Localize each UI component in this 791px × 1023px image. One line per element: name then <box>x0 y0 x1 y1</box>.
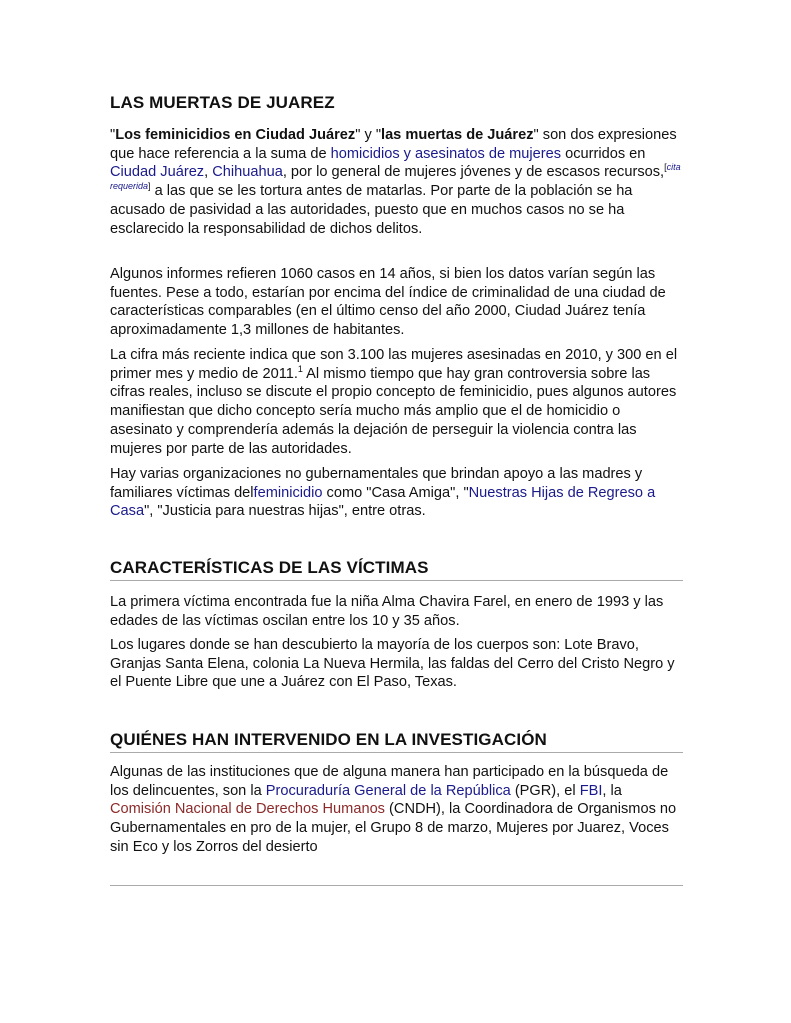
link-pgr[interactable]: Procuraduría General de la República <box>265 782 511 799</box>
section-heading-investigacion: QUIÉNES HAN INTERVENIDO EN LA INVESTIGACIÓN <box>110 730 683 753</box>
text-fragment: Hay varias organizaciones no gubernamentales que brindan apoyo a las madres y familiares víctimas del <box>110 466 643 501</box>
intro-paragraph <box>110 126 683 238</box>
paragraph-text: Los lugares donde se han descubierto la mayoría de los cuerpos son: Lote Bravo, Granjas Santa Elena, colonia La Nueva Hermila, las faldas del Cerro del Cristo Negro y el Puente Libre que une a Juárez con El Paso, Texas. <box>110 637 675 691</box>
page-title: LAS MUERTAS DE JUAREZ <box>110 93 335 112</box>
term-feminicidios: Los feminicidios en Ciudad Juárez <box>115 127 356 143</box>
citation-needed-link[interactable]: cita requerida <box>110 162 681 192</box>
footnote-ref[interactable]: 1 <box>297 363 303 374</box>
link-chihuahua[interactable]: Chihuahua <box>212 164 283 181</box>
paragraph-text: Algunos informes refieren 1060 casos en 14 años, si bien los datos varían según las fuentes. Pese a todo, estarían por encima del índice de criminalidad de una ciudad de características comparables (en el último censo del año 2000, Ciudad Juárez tenía aproximadamente 1,3 millones de habitantes. <box>110 266 666 339</box>
text-fragment: , la <box>602 782 622 799</box>
link-feminicidio[interactable]: feminicidio <box>253 484 323 501</box>
text-fragment: Al mismo tiempo que hay gran controversia sobre las cifras reales, incluso se discute el propio concepto de feminicidio, pues algunos autores manifiestan que dicho concepto sería mucho más amplio que el de homicidio o asesinato y comprendería además la dejación de perseguir la violencia contra las mujeres por parte de las autoridades. <box>110 365 677 457</box>
link-homicidios[interactable]: homicidios y asesinatos de mujeres <box>330 145 562 162</box>
text-fragment: , <box>204 164 213 181</box>
text-fragment: Algunas de las instituciones que de alguna manera han participado en la búsqueda de los delincuentes, son la <box>110 764 669 799</box>
paragraph-primera-victima <box>110 593 683 630</box>
text-fragment: como "Casa Amiga", " <box>322 484 469 501</box>
section-heading-victimas: CARACTERÍSTICAS DE LAS VÍCTIMAS <box>110 558 683 581</box>
text-fragment: (CNDH), la Coordinadora de Organismos no Gubernamentales en pro de la mujer, el Grupo 8 de marzo, Mujeres por Juarez, Voces sin Eco y los Zorros del desierto <box>110 801 677 855</box>
paragraph-organizaciones <box>110 465 683 521</box>
paragraph-instituciones <box>110 763 683 857</box>
paragraph-text: La primera víctima encontrada fue la niña Alma Chavira Farel, en enero de 1993 y las edades de las víctimas oscilan entre los 10 y 35 años. <box>110 594 664 629</box>
bracket-close: ] <box>148 181 151 192</box>
bottom-divider <box>110 885 683 886</box>
link-fbi[interactable]: FBI <box>579 782 603 799</box>
paragraph-cifra <box>110 346 683 458</box>
text-fragment: ocurridos en <box>561 145 646 162</box>
text-fragment: (PGR), el <box>510 782 580 799</box>
link-ciudad-juarez[interactable]: Ciudad Juárez <box>110 164 205 181</box>
link-cndh[interactable]: Comisión Nacional de Derechos Humanos <box>110 801 385 818</box>
quote-open: " <box>110 127 116 143</box>
paragraph-casos <box>110 265 683 340</box>
text-fragment: " y " <box>355 127 382 143</box>
text-fragment: a las que se les tortura antes de matarlas. Por parte de la población se ha acusado de pasividad a las autoridades, puesto que en muchos casos no se ha esclarecido la responsabilidad de dichos delitos. <box>110 183 633 237</box>
link-nuestras-hijas[interactable]: Nuestras Hijas de Regreso a Casa <box>110 484 656 520</box>
text-fragment: , por lo general de mujeres jóvenes y de escasos recursos, <box>282 164 665 181</box>
bracket-open: [ <box>664 162 667 173</box>
text-fragment: La cifra más reciente indica que son 3.100 las mujeres asesinadas en 2010, y 300 en el primer mes y medio de 2011. <box>110 347 678 382</box>
paragraph-lugares <box>110 636 683 692</box>
text-fragment: ", "Justicia para nuestras hijas", entre otras. <box>144 503 426 520</box>
term-muertas: las muertas de Juárez <box>381 127 534 143</box>
text-fragment: " son dos expresiones que hace referencia a la suma de <box>110 127 677 162</box>
